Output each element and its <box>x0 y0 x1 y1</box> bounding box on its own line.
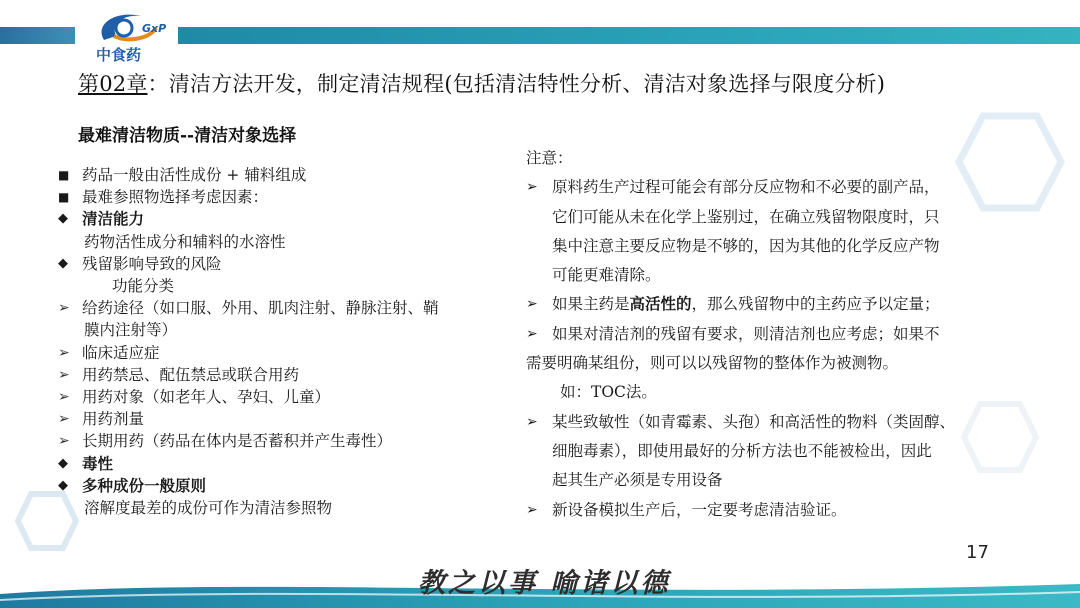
note-item-continued: 它们可能从未在化学上鉴别过，在确立残留物限度时，只 <box>552 207 940 226</box>
arrow-bullet-icon: ➢ <box>526 325 538 342</box>
diamond-bullet-icon: ◆ <box>58 255 68 271</box>
list-item: ◆ 毒性 <box>58 453 508 475</box>
note-item-continued: 如：TOC法。 <box>560 383 657 402</box>
list-item: ➢ 长期用药（药品在体内是否蓄积并产生毒性） <box>58 430 508 452</box>
diamond-bullet-icon: ◆ <box>58 477 68 493</box>
note-item-continued: 可能更难清除。 <box>552 266 661 285</box>
list-item: ➢ 用药剂量 <box>58 408 508 430</box>
arrow-bullet-icon: ➢ <box>58 300 70 317</box>
note-item: ➢ 如果对清洁剂的残留有要求，则清洁剂也应考虑；如果不 <box>526 320 1026 349</box>
list-item: ◆ 残留影响导致的风险 <box>58 253 508 275</box>
list-item: 溶解度最差的成份可作为清洁参照物 <box>84 499 333 518</box>
list-item: 药物活性成分和辅料的水溶性 <box>84 232 286 251</box>
diamond-bullet-icon: ◆ <box>58 455 68 471</box>
list-item: ➢ 用药禁忌、配伍禁忌或联合用药 <box>58 364 508 386</box>
emphasis-text: 高活性的 <box>629 295 692 314</box>
note-item-continued: 细胞毒素），即使用最好的分析方法也不能被检出，因此 <box>552 441 932 460</box>
note-item-continued: 起其生产必须是专用设备 <box>552 471 723 490</box>
note-item: ➢ 如果主药是高活性的，那么残留物中的主药应予以定量； <box>526 290 1026 319</box>
page-number: 17 <box>966 542 989 563</box>
list-item: ◆ 清洁能力 <box>58 208 508 230</box>
diamond-bullet-icon: ◆ <box>58 211 68 227</box>
list-item: ➢ 给药途径（如口服、外用、肌肉注射、静脉注射、鞘 <box>58 297 508 319</box>
notes-panel <box>526 144 1026 525</box>
list-item: ■ 药品一般由活性成份 + 辅料组成 <box>58 164 508 186</box>
footer-motto: 教之以事 喻诸以德 <box>418 568 671 599</box>
note-item-continued: 集中注意主要反应物是不够的，因为其他的化学反应产物 <box>552 236 940 255</box>
list-item: ➢ 用药对象（如老年人、孕妇、儿童） <box>58 386 508 408</box>
note-item: ➢ 原料药生产过程可能会有部分反应物和不必要的副产品， <box>526 173 1026 202</box>
arrow-bullet-icon: ➢ <box>526 413 538 430</box>
section-subheading: 最难清洁物质--清洁对象选择 <box>78 126 297 146</box>
arrow-bullet-icon: ➢ <box>58 366 70 383</box>
svg-text:中食药: 中食药 <box>96 46 142 64</box>
title-text: ：清洁方法开发，制定清洁规程(包括清洁特性分析、清洁对象选择与限度分析) <box>147 72 886 96</box>
arrow-bullet-icon: ➢ <box>58 433 70 450</box>
header-bar-left <box>0 27 75 44</box>
square-bullet-icon: ■ <box>58 190 70 205</box>
arrow-bullet-icon: ➢ <box>58 389 70 406</box>
header-bar-right <box>178 27 1080 44</box>
list-item: ➢ 临床适应症 <box>58 342 508 364</box>
svg-text:GxP: GxP <box>142 22 167 35</box>
square-bullet-icon: ■ <box>58 168 70 182</box>
left-factor-list <box>58 164 508 519</box>
arrow-bullet-icon: ➢ <box>526 179 538 196</box>
list-item: ◆ 多种成份一般原则 <box>58 475 508 497</box>
list-item: 功能分类 <box>112 277 175 296</box>
slide-title <box>78 68 885 98</box>
note-item: ➢ 某些致敏性（如青霉素、头孢）和高活性的物料（类固醇、 <box>526 408 1026 437</box>
arrow-bullet-icon: ➢ <box>58 344 70 361</box>
list-item: ■ 最难参照物选择考虑因素： <box>58 186 508 208</box>
arrow-bullet-icon: ➢ <box>526 296 538 313</box>
chapter-label: 第02章 <box>78 72 148 96</box>
arrow-bullet-icon: ➢ <box>526 501 538 518</box>
list-item: 膜内注射等） <box>84 321 178 340</box>
company-logo <box>86 6 176 66</box>
note-item: ➢ 新设备模拟生产后，一定要考虑清洁验证。 <box>526 496 1026 525</box>
notes-label: 注意： <box>526 149 573 167</box>
note-item-continued: 需要明确某组份，则可以以残留物的整体作为被测物。 <box>526 354 899 373</box>
arrow-bullet-icon: ➢ <box>58 411 70 428</box>
